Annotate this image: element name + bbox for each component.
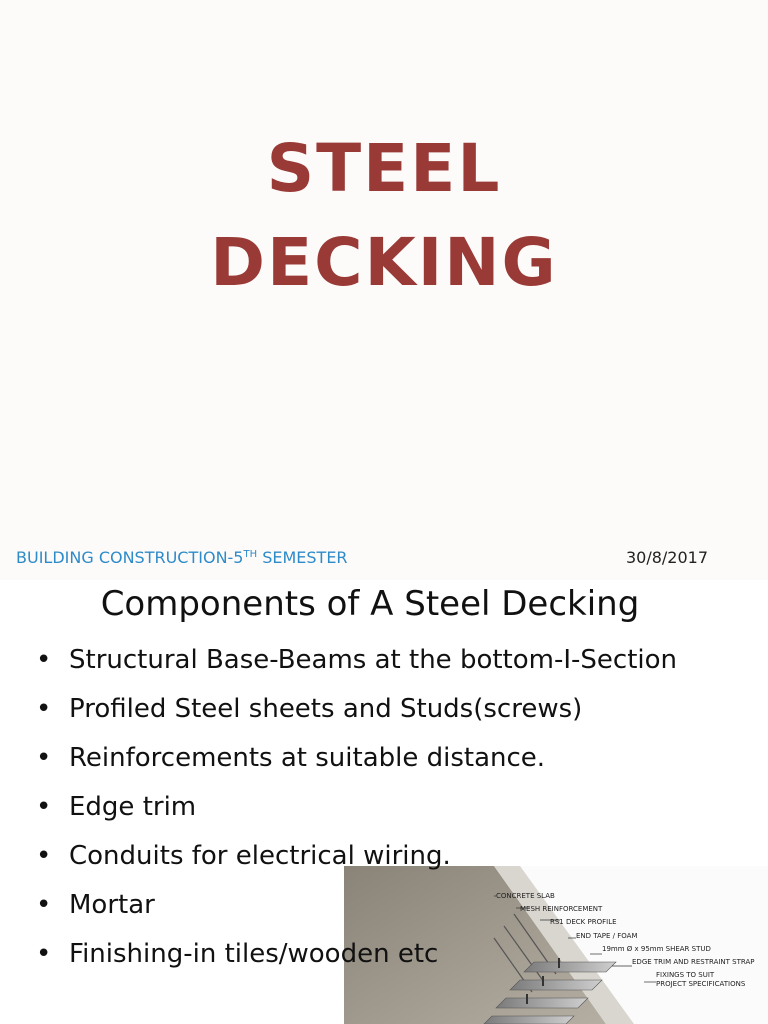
bullet-icon: • xyxy=(36,841,52,871)
list-item-text: Edge trim xyxy=(69,792,197,822)
list-item xyxy=(36,687,677,736)
list-item-text: Profiled Steel sheets and Studs(screws) xyxy=(69,694,583,724)
slide-date: 30/8/2017 xyxy=(625,548,708,567)
bullet-icon: • xyxy=(36,694,52,724)
bullet-icon: • xyxy=(36,939,52,969)
course-footer xyxy=(16,548,348,567)
diagram-label: END TAPE / FOAM xyxy=(576,932,638,940)
list-item xyxy=(36,785,677,834)
list-item-text: Finishing-in tiles/wooden etc xyxy=(69,939,439,969)
list-item-text: Mortar xyxy=(69,890,155,920)
course-semester: SEMESTER xyxy=(257,548,348,567)
bullet-icon: • xyxy=(36,792,52,822)
list-item xyxy=(36,932,677,981)
slide-title-line-1: STEEL xyxy=(266,130,502,207)
bullet-icon: • xyxy=(36,645,52,675)
slide-title-line-2: DECKING xyxy=(210,224,558,301)
course-name: BUILDING CONSTRUCTION-5 xyxy=(16,548,244,567)
diagram-label: MESH REINFORCEMENT xyxy=(520,905,603,913)
diagram-label: RS1 DECK PROFILE xyxy=(550,918,617,926)
list-item xyxy=(36,736,677,785)
list-item xyxy=(36,883,677,932)
diagram-label: 19mm Ø x 95mm SHEAR STUD xyxy=(602,945,711,953)
bullet-icon: • xyxy=(36,890,52,920)
components-list xyxy=(36,638,677,981)
list-item xyxy=(36,638,677,687)
diagram-label: FIXINGS TO SUIT xyxy=(656,971,715,979)
course-superscript: TH xyxy=(243,549,258,560)
list-item xyxy=(36,834,677,883)
components-slide xyxy=(0,580,768,1024)
diagram-label: PROJECT SPECIFICATIONS xyxy=(656,980,746,988)
list-item-text: Conduits for electrical wiring. xyxy=(69,841,451,871)
diagram-label: CONCRETE SLAB xyxy=(496,892,555,900)
list-item-text: Structural Base-Beams at the bottom-I-Section xyxy=(69,645,678,675)
bullet-icon: • xyxy=(36,743,52,773)
list-item-text: Reinforcements at suitable distance. xyxy=(69,743,546,773)
components-title: Components of A Steel Decking xyxy=(100,584,640,624)
diagram-label: EDGE TRIM AND RESTRAINT STRAP xyxy=(632,958,755,966)
